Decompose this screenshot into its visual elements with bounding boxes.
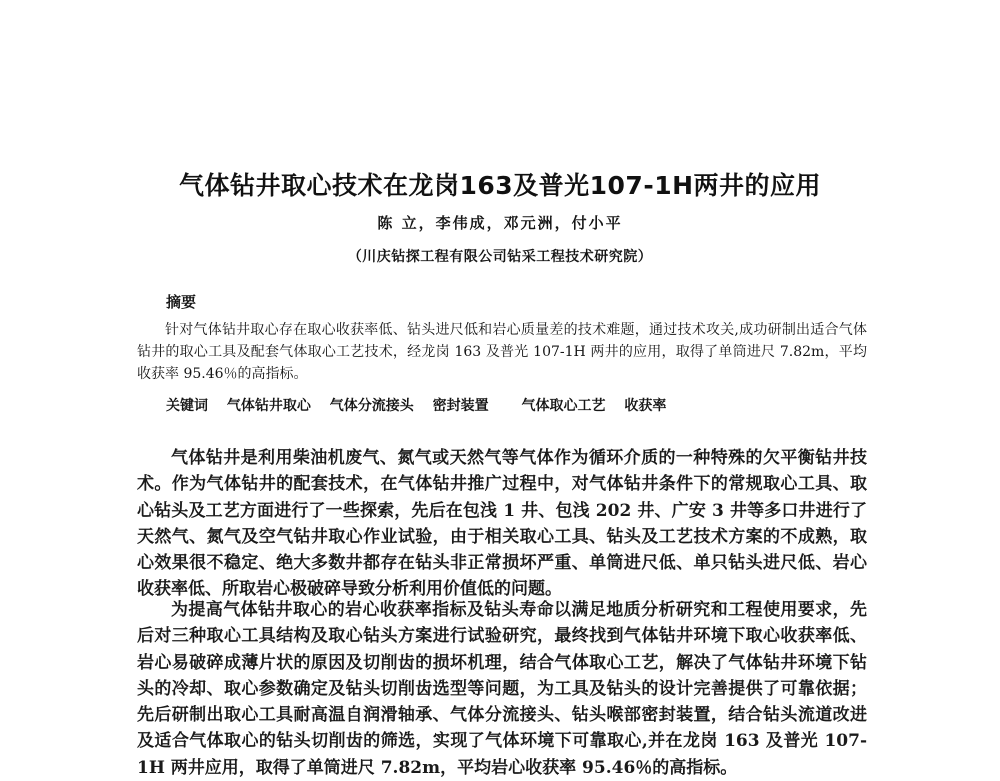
paper-title: 气体钻井取心技术在龙岗163及普光107-1H两井的应用 xyxy=(178,171,822,200)
keyword: 气体分流接头 xyxy=(329,398,414,414)
keywords-line xyxy=(166,395,680,415)
keyword: 气体取心工艺 xyxy=(521,398,606,414)
abstract-heading: 摘要 xyxy=(166,293,197,311)
keywords-label: 关键词 xyxy=(166,398,208,414)
body-paragraph: 气体钻井是利用柴油机废气、氮气或天然气等气体作为循环介质的一种特殊的欠平衡钻井技术。作为气体钻井的配套技术，在气体钻井推广过程中，对气体钻井条件下的常规取心工具、取心钻头及工艺方面进行了一些探索，先后在包浅 1 井、包浅 202 井、广安 3 井等多口井进行了天然气、氮气及空气钻井取心作业试验，由于相关取心工具、钻头及工艺技术方案的不成熟，取心效果很不稳定、绝大多数井都存在钻头非正常损坏严重、单筒进尺低、单只钻头进尺低、岩心收获率低、所取岩心极破碎导致分析利用价值低的问题。 xyxy=(137,448,867,600)
abstract-text: 针对气体钻井取心存在取心收获率低、钻头进尺低和岩心质量差的技术难题，通过技术攻关,成功研制出适合气体钻井的取心工具及配套气体取心工艺技术，经龙岗 163 及普光 107-1H 两井的应用，取得了单筒进尺 7.82m，平均收获率 95.46％的高指标。 xyxy=(137,322,867,382)
keyword: 收获率 xyxy=(624,398,667,414)
keyword: 密封装置 xyxy=(432,398,489,414)
affiliation: （川庆钻探工程有限公司钻采工程技术研究院） xyxy=(347,249,653,265)
body-paragraph: 为提高气体钻井取心的岩心收获率指标及钻头寿命以满足地质分析研究和工程使用要求，先后对三种取心工具结构及取心钻头方案进行试验研究，最终找到气体钻井环境下取心收获率低、岩心易破碎成薄片状的原因及切削齿的损坏机理，结合气体取心工艺，解决了气体钻井环境下钻头的冷却、取心参数确定及钻头切削齿选型等问题，为工具及钻头的设计完善提供了可靠依据；先后研制出取心工具耐高温自润滑轴承、气体分流接头、钻头喉部密封装置，结合钻头流道改进及适合气体取心的钻头切削齿的筛选，实现了气体环境下可靠取心,并在龙岗 163 及普光 107-1H 两井应用，取得了单筒进尺 7.82m，平均岩心收获率 95.46％的高指标。 xyxy=(137,600,867,778)
keyword: 气体钻井取心 xyxy=(226,398,311,414)
author-list: 陈 立，李伟成，邓元洲，付小平 xyxy=(377,214,623,232)
